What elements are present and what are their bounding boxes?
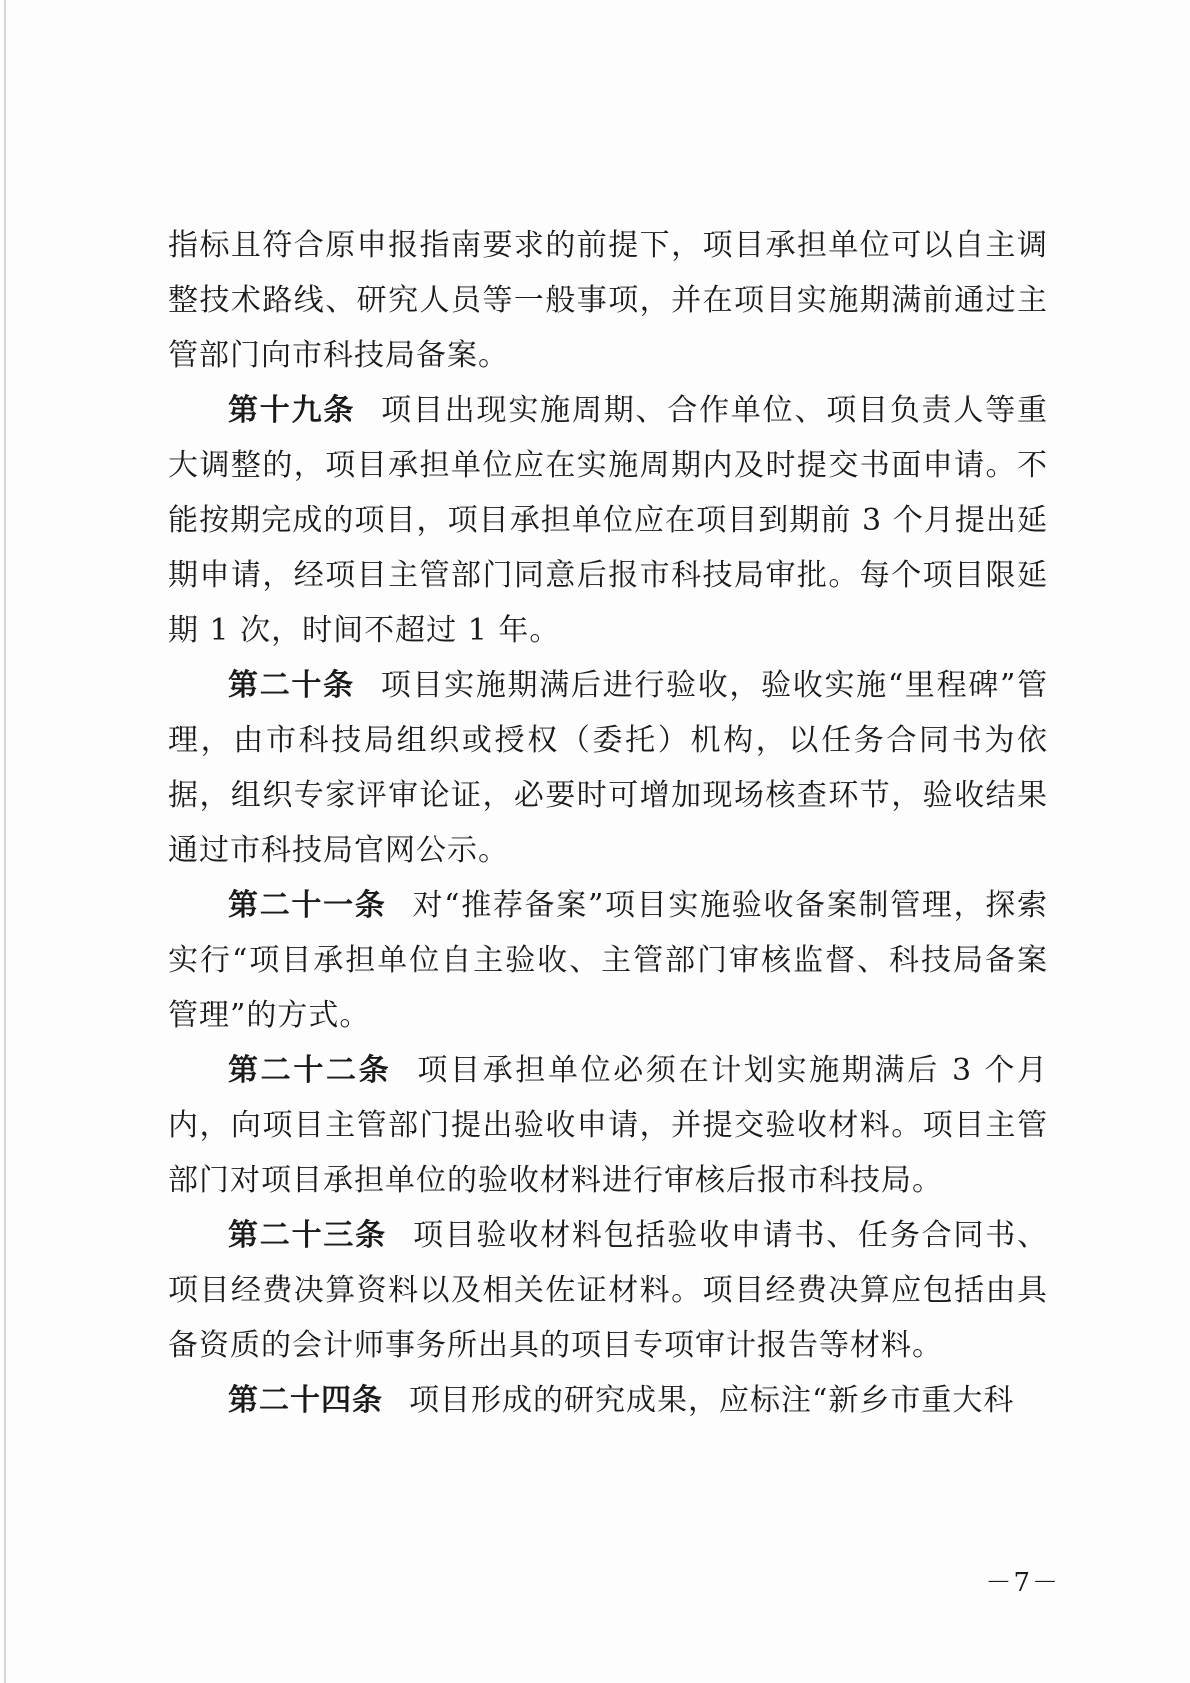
article-19 (168, 383, 1048, 658)
article-heading: 第二十条 (228, 668, 355, 703)
article-heading: 第二十三条 (228, 1218, 387, 1253)
article-heading: 第二十二条 (228, 1053, 392, 1088)
article-22 (168, 1043, 1048, 1208)
article-text: 项目出现实施周期、合作单位、项目负责人等重大调整的，项目承担单位应在实施周期内及时提交书面申请。不能按期完成的项目，项目承担单位应在项目到期前 3 个月提出延期申请，经项目主管部门同意后报市科技局审批。每个项目限延期 1 次，时间不超过 1 年。 (168, 393, 1049, 648)
article-21 (168, 878, 1048, 1043)
article-20 (168, 658, 1048, 878)
intro-paragraph: 指标且符合原申报指南要求的前提下，项目承担单位可以自主调整技术路线、研究人员等一般事项，并在项目实施期满前通过主管部门向市科技局备案。 (168, 228, 1048, 373)
document-body (168, 218, 1048, 1428)
article-text: 对“推荐备案”项目实施验收备案制管理，探索实行“项目承担单位自主验收、主管部门审核监督、科技局备案管理”的方式。 (168, 888, 1048, 1033)
article-text: 项目实施期满后进行验收，验收实施“里程碑”管理，由市科技局组织或授权（委托）机构，以任务合同书为依据，组织专家评审论证，必要时可增加现场核查环节，验收结果通过市科技局官网公示。 (168, 668, 1048, 868)
article-text: 项目验收材料包括验收申请书、任务合同书、项目经费决算资料以及相关佐证材料。项目经费决算应包括由具备资质的会计师事务所出具的项目专项审计报告等材料。 (168, 1218, 1049, 1363)
article-text: 项目形成的研究成果，应标注“新乡市重大科 (409, 1383, 1015, 1418)
article-23 (168, 1208, 1048, 1373)
article-text: 项目承担单位必须在计划实施期满后 3 个月内，向项目主管部门提出验收申请，并提交验收材料。项目主管部门对项目承担单位的验收材料进行审核后报市科技局。 (168, 1053, 1049, 1198)
scan-edge-line (4, 0, 6, 1683)
article-heading: 第二十四条 (228, 1383, 383, 1418)
article-heading: 第十九条 (228, 393, 356, 428)
article-heading: 第二十一条 (228, 888, 387, 923)
page-number: －7－ (985, 1568, 1060, 1598)
article-24 (168, 1373, 1048, 1428)
